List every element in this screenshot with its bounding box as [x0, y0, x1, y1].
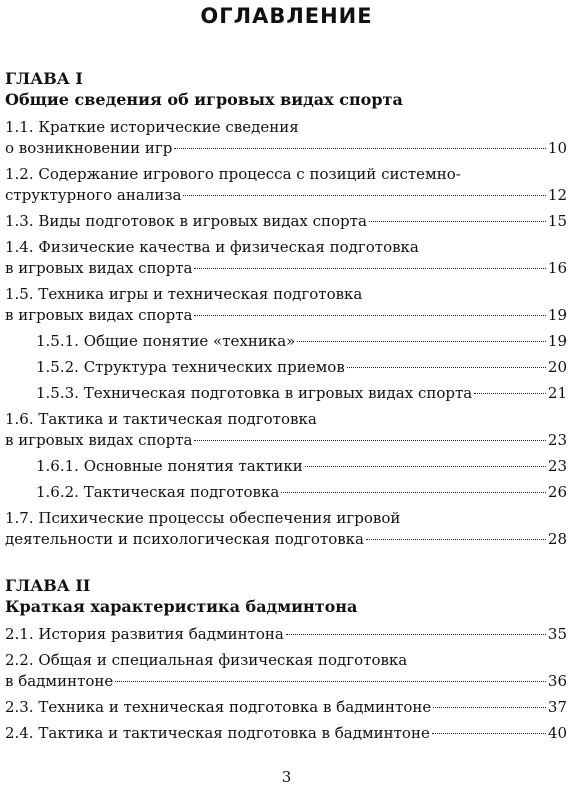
chapter-2-toc: [5, 624, 567, 744]
toc-entry-text: 1.4. Физические качества и физическая подготовка: [5, 238, 419, 256]
dot-leader: [194, 268, 545, 269]
toc-entry-2-3[interactable]: [5, 697, 567, 718]
toc-page-number: 37: [547, 698, 567, 716]
toc-page-number: 16: [547, 259, 567, 277]
toc-entry-1-7[interactable]: [5, 508, 567, 550]
toc-entry-text: 2.1. История развития бадминтона: [5, 625, 284, 643]
toc-entry-text: 2.3. Техника и техническая подготовка в бадминтоне: [5, 698, 432, 716]
chapter-subtitle: Общие сведения об игровых видах спорта: [5, 90, 403, 109]
toc-entry-2-4[interactable]: [5, 723, 567, 744]
toc-entry-1-6-1[interactable]: [5, 456, 567, 477]
toc-page-number: 21: [547, 384, 567, 402]
dot-leader: [115, 681, 546, 682]
dot-leader: [347, 367, 546, 368]
toc-entry-1-4[interactable]: [5, 237, 567, 279]
dot-leader: [174, 148, 546, 149]
chapter-2-heading-block: [5, 575, 567, 617]
toc-entry-text: 1.5. Техника игры и техническая подготовка: [5, 285, 363, 303]
toc-entry-1-5[interactable]: [5, 284, 567, 326]
toc-page-number: 35: [547, 625, 567, 643]
toc-page-number: 19: [547, 332, 567, 350]
toc-entry-text: структурного анализа: [5, 186, 182, 204]
toc-entry-text: 2.4. Тактика и тактическая подготовка в бадминтоне: [5, 724, 430, 742]
dot-leader: [432, 733, 546, 734]
toc-entry-text: 1.3. Виды подготовок в игровых видах спорта: [5, 212, 367, 230]
dot-leader: [305, 466, 546, 467]
toc-page-number: 28: [547, 530, 567, 548]
toc-entry-1-6-2[interactable]: [5, 482, 567, 503]
toc-entry-text: деятельности и психологическая подготовка: [5, 530, 364, 548]
dot-leader: [474, 393, 546, 394]
dot-leader: [297, 341, 546, 342]
toc-entry-text: 2.2. Общая и специальная физическая подготовка: [5, 651, 408, 669]
toc-entry-1-6[interactable]: [5, 409, 567, 451]
toc-entry-text: 1.1. Краткие исторические сведения: [5, 118, 299, 136]
toc-entry-text: 1.2. Содержание игрового процесса с позиций системно-: [5, 165, 461, 183]
toc-page-number: 36: [547, 672, 567, 690]
toc-entry-1-2[interactable]: [5, 164, 567, 206]
toc-entry-1-5-2[interactable]: [5, 357, 567, 378]
toc-page-number: 10: [547, 139, 567, 157]
toc-page-number: 12: [547, 186, 567, 204]
toc-entry-text: о возникновении игр: [5, 139, 173, 157]
toc-page-number: 19: [547, 306, 567, 324]
dot-leader: [183, 195, 545, 196]
dot-leader: [194, 315, 545, 316]
dot-leader: [369, 221, 546, 222]
toc-entry-text: 1.6.2. Тактическая подготовка: [36, 483, 280, 501]
toc-entry-2-1[interactable]: [5, 624, 567, 645]
toc-entry-text: в бадминтоне: [5, 672, 114, 690]
toc-page-number: 23: [547, 457, 567, 475]
toc-entry-text: 1.7. Психические процессы обеспечения игровой: [5, 509, 401, 527]
toc-entry-text: 1.5.2. Структура технических приемов: [36, 358, 345, 376]
dot-leader: [281, 492, 546, 493]
toc-entry-text: 1.6. Тактика и тактическая подготовка: [5, 410, 317, 428]
toc-entry-text: в игровых видах спорта: [5, 306, 193, 324]
toc-entry-1-1[interactable]: [5, 117, 567, 159]
toc-entry-text: 1.5.3. Техническая подготовка в игровых видах спорта: [36, 384, 473, 402]
dot-leader: [366, 539, 546, 540]
toc-page-number: 26: [547, 483, 567, 501]
toc-page-number: 15: [547, 212, 567, 230]
toc-entry-1-3[interactable]: [5, 211, 567, 232]
toc-entry-text: 1.5.1. Общие понятие «техника»: [36, 332, 296, 350]
page-title: ОГЛАВЛЕНИЕ: [200, 4, 373, 28]
dot-leader: [194, 440, 545, 441]
toc-entry-2-2[interactable]: [5, 650, 567, 692]
chapter-subtitle: Краткая характеристика бадминтона: [5, 597, 358, 616]
chapter-heading: ГЛАВА I: [5, 69, 83, 88]
chapter-1-heading-block: [5, 68, 567, 110]
toc-entry-text: в игровых видах спорта: [5, 259, 193, 277]
chapter-heading: ГЛАВА II: [5, 576, 91, 595]
page-number: 3: [281, 768, 292, 786]
chapter-1-toc: [5, 117, 567, 550]
toc-page-number: 23: [547, 431, 567, 449]
toc-entry-text: в игровых видах спорта: [5, 431, 193, 449]
toc-page-number: 20: [547, 358, 567, 376]
toc-entry-1-5-1[interactable]: [5, 331, 567, 352]
dot-leader: [433, 707, 546, 708]
toc-entry-1-5-3[interactable]: [5, 383, 567, 404]
toc-entry-text: 1.6.1. Основные понятия тактики: [36, 457, 303, 475]
toc-page-number: 40: [547, 724, 567, 742]
dot-leader: [286, 634, 546, 635]
